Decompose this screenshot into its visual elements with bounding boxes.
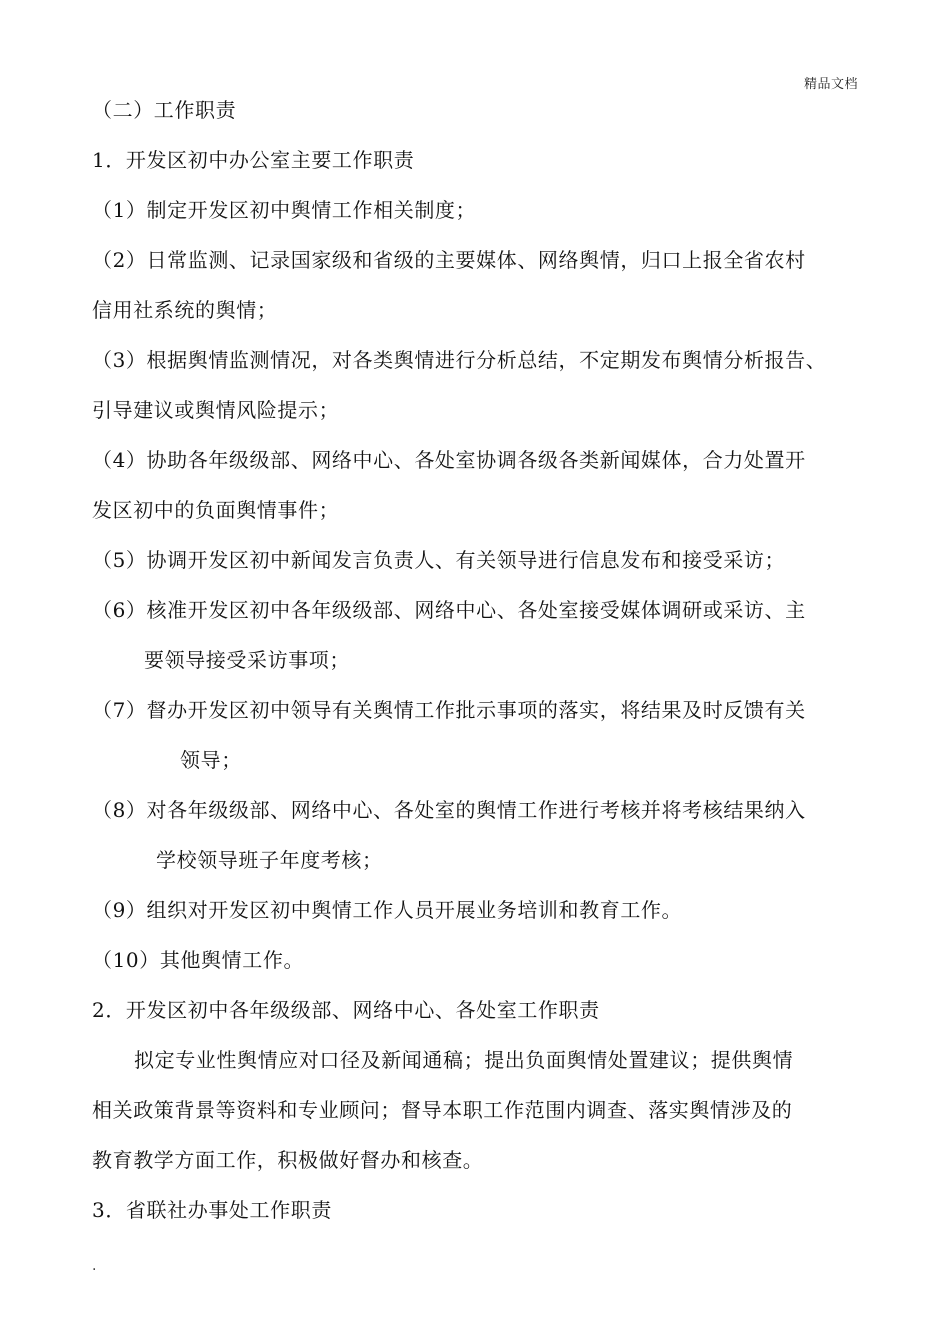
list-item: （5）协调开发区初中新闻发言负责人、有关领导进行信息发布和接受采访； [92,548,786,572]
list-item: （9）组织对开发区初中舆情工作人员开展业务培训和教育工作。 [92,898,683,922]
paragraph-line: 教育教学方面工作，积极做好督办和核查。 [92,1148,484,1172]
footer-mark: . [92,1258,97,1274]
list-item: （7）督办开发区初中领导有关舆情工作批示事项的落实，将结果及时反馈有关 [92,698,806,722]
list-item-continuation: 发区初中的负面舆情事件； [92,498,340,522]
heading-3: 3．省联社办事处工作职责 [92,1198,332,1222]
list-item-continuation: 引导建议或舆情风险提示； [92,398,340,422]
paragraph-line: 拟定专业性舆情应对口径及新闻通稿；提出负面舆情处置建议；提供舆情 [134,1048,794,1072]
section-title: （二）工作职责 [92,98,237,122]
heading-2: 2．开发区初中各年级级部、网络中心、各处室工作职责 [92,998,600,1022]
header-mark: 精品文档 [803,77,858,92]
list-item-continuation: 学校领导班子年度考核； [156,848,383,872]
paragraph-line: 相关政策背景等资料和专业顾问；督导本职工作范围内调查、落实舆情涉及的 [92,1098,793,1122]
list-item: （10）其他舆情工作。 [92,948,305,972]
list-item-continuation: 信用社系统的舆情； [92,298,278,322]
list-item: （8）对各年级级部、网络中心、各处室的舆情工作进行考核并将考核结果纳入 [92,798,806,822]
list-item: （1）制定开发区初中舆情工作相关制度； [92,198,477,222]
list-item: （6）核准开发区初中各年级级部、网络中心、各处室接受媒体调研或采访、主 [92,598,806,622]
list-item: （3）根据舆情监测情况，对各类舆情进行分析总结，不定期发布舆情分析报告、 [92,348,827,372]
list-item: （4）协助各年级级部、网络中心、各处室协调各级各类新闻媒体，合力处置开 [92,448,806,472]
list-item-continuation: 要领导接受采访事项； [144,648,350,672]
list-item: （2）日常监测、记录国家级和省级的主要媒体、网络舆情，归口上报全省农村 [92,248,806,272]
list-item-continuation: 领导； [180,748,242,772]
heading-1: 1．开发区初中办公室主要工作职责 [92,148,415,172]
